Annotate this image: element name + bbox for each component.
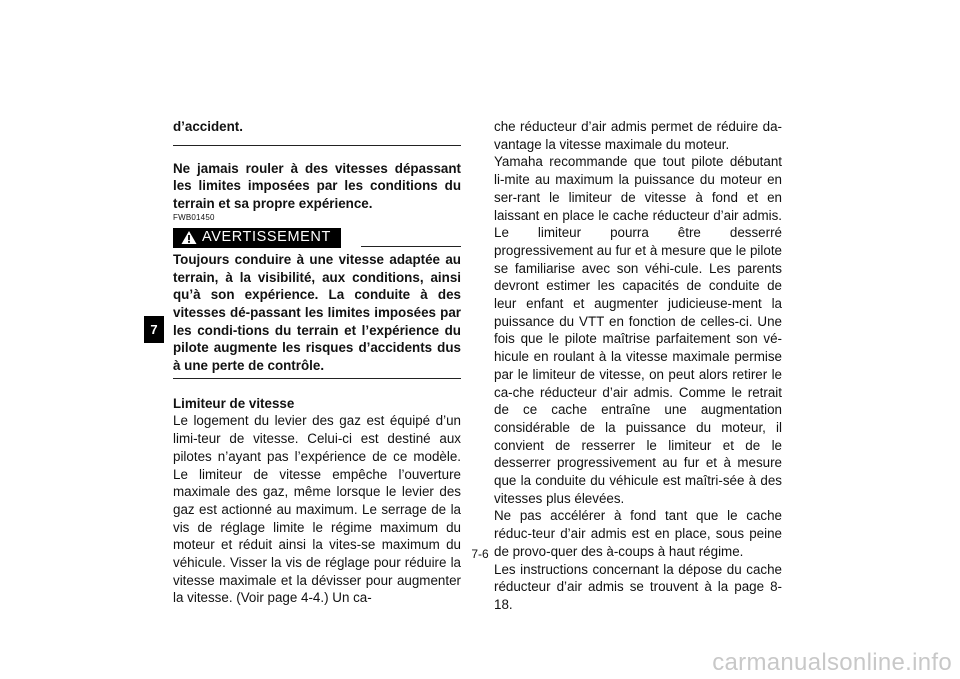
section-text: Le logement du levier des gaz est équipé d’un limi-teur de vitesse. Celui-ci est destiné aux pilotes n’ayant pas l’expérience de ce modèle. Le limiteur de vitesse empêche l’ouverture maximale des gaz, même lorsque le levier des gaz est actionné au maximum. Le serrage de la vis de réglage limite le régime maximum du moteur et réduit ainsi la vites-se maximum du véhicule. Visser la vis de réglage pour réduire la vitesse maximale et la dévisser pour augmenter la vitesse. (Voir page 4-4.) Un ca- [173,413,461,606]
section-title: Limiteur de vitesse [173,395,295,411]
right-paragraph-4: Les instructions concernant la dépose du cache réducteur d’air admis se trouvent à la page 8-18. [494,561,782,612]
chapter-tab: 7 [144,316,164,343]
warning-header-rule [361,246,461,247]
warning-label: AVERTISSEMENT [202,228,331,245]
warning-bottom-rule [173,378,461,379]
right-paragraph-2: Yamaha recommande que tout pilote débutant li-mite au maximum la puissance du moteur en ser-rant le limiteur de vitesse à fond et en laissant en place le cache réducteur d’air admis. Le limiteur pourra être desserré progressivement au fur et à mesure que le pilote se familiarise avec son véhi-cule. Les parents devront estimer les capacités de conduite de leur enfant et augmenter judicieuse-ment la puissance du VTT en fonction de celles-ci. Une fois que le pilote maîtrise parfaitement son vé-hicule en roulant à la vitesse maximale permise par le limiteur de vitesse, on peut alors retirer le ca-che réducteur d’air admis. Comme le retrait de ce cache entraîne une augmentation considérable de la puissance du moteur, il convient de resserrer le limiteur et de le desserrer progressivement au fur et à mesure que la conduite du véhicule est maîtri-sée à des vitesses plus élevées. [494,154,782,506]
page-number: 7-6 [471,547,489,561]
intro-tail: d’accident. [173,119,243,134]
right-column [494,118,782,614]
warning-triangle-icon [181,230,197,245]
watermark: carmanualsonline.info [712,649,952,676]
caution-top-rule [173,145,461,146]
right-paragraph-1: che réducteur d’air admis permet de réduire da-vantage la vitesse maximale du moteur. [494,119,782,152]
caution-text: Ne jamais rouler à des vitesses dépassant les limites imposées par les conditions du terrain et sa propre expérience. [173,160,461,212]
left-column [173,118,461,607]
right-paragraph-3: Ne pas accélérer à fond tant que le cache réduc-teur d’air admis est en place, sous peine de provo-quer des à-coups à haut régime. [494,508,782,559]
warning-code: FWB01450 [173,212,215,222]
warning-badge [173,228,341,248]
warning-text: Toujours conduire à une vitesse adaptée au terrain, à la visibilité, aux conditions, ainsi qu’à son expérience. La conduite à des vitesses dé-passant les limites imposées par les condi-tions du terrain et l’expérience du pilote augmente les risques d’accidents dus à une perte de contrôle. [173,251,461,374]
warning-header [173,227,461,247]
